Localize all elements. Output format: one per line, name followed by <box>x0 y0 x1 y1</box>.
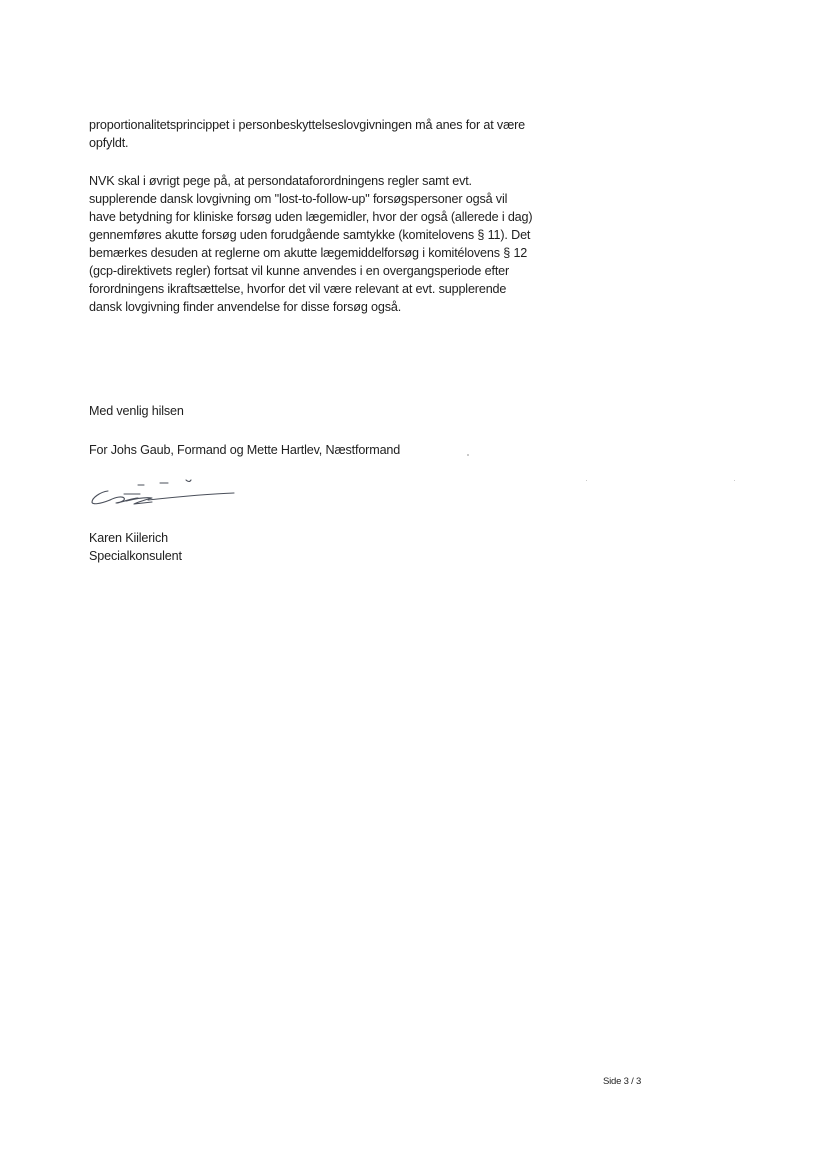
scan-speck <box>734 480 735 481</box>
paragraph-line: proportionalitetsprincippet i personbeskyttelseslovgivningen må anes for at være <box>89 118 526 132</box>
paragraph-line: (gcp-direktivets regler) fortsat vil kunne anvendes i en overgangsperiode efter <box>89 264 510 278</box>
signer-title: Specialkonsulent <box>89 549 182 563</box>
signature-icon <box>86 476 246 512</box>
scan-speck <box>586 480 587 481</box>
scan-speck <box>467 454 469 456</box>
paragraph-line: gennemføres akutte forsøg uden forudgående samtykke (komitelovens § 11). Det <box>89 228 531 242</box>
signer-name: Karen Kiilerich <box>89 531 168 545</box>
paragraph-line: have betydning for kliniske forsøg uden lægemidler, hvor der også (allerede i dag) <box>89 210 533 224</box>
page-number: Side 3 / 3 <box>603 1076 642 1087</box>
paragraph-line: opfyldt. <box>89 136 129 150</box>
paragraph-line: bemærkes desuden at reglerne om akutte lægemiddelforsøg i komitélovens § 12 <box>89 246 528 260</box>
paragraph-line: supplerende dansk lovgivning om "lost-to-follow-up" forsøgspersoner også vil <box>89 192 508 206</box>
closing-greeting: Med venlig hilsen <box>89 404 184 418</box>
paragraph-line: dansk lovgivning finder anvendelse for disse forsøg også. <box>89 300 402 314</box>
paragraph-line: forordningens ikraftsættelse, hvorfor det vil være relevant at evt. supplerende <box>89 282 507 296</box>
paragraph-line: NVK skal i øvrigt pege på, at persondataforordningens regler samt evt. <box>89 174 472 188</box>
on-behalf-line: For Johs Gaub, Formand og Mette Hartlev, Næstformand <box>89 443 401 457</box>
